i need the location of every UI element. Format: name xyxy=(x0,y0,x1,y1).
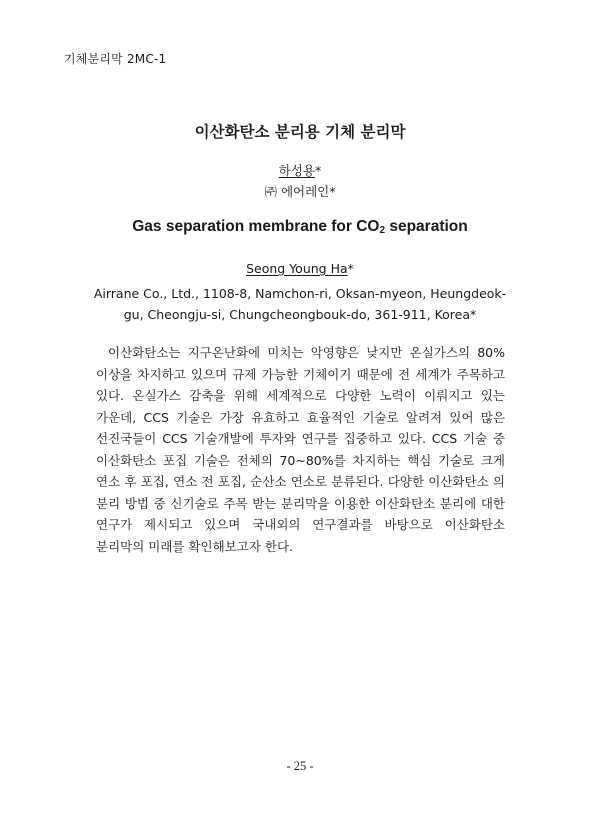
title-english-subscript: 2 xyxy=(379,225,386,236)
affiliation-korean: ㈜ 에어레인* xyxy=(264,184,336,199)
author-korean-line xyxy=(0,161,600,179)
title-english-main: Gas separation membrane for CO xyxy=(132,218,380,235)
title-english xyxy=(0,218,600,236)
title-korean: 이산화탄소 분리용 기체 분리막 xyxy=(194,123,406,141)
author-korean-name: 하성용 xyxy=(278,163,315,178)
running-head: 기체분리막 2MC-1 xyxy=(64,52,167,66)
abstract-paragraph: 이산화탄소는 지구온난화에 미치는 악영향은 낮지만 온실가스의 80% 이상을 차지하고 있으며 규제 가능한 기체이기 때문에 전 세계가 주목하고 있다. 온실가스 감축을 위해 세계적으로 다양한 노력이 이뤄지고 있는 가운데, CCS 기술은 가장 유효하고 효율적인 기술로 알려져 있어 많은 선진국들이 CCS 기술개발에 투자와 연구를 집중하고 있다. CCS 기술 중 이산화탄소 포집 기술은 전체의 70~80%를 차지하는 핵심 기술로 크게 연소 후 포집, 연소 전 포집, 순산소 연소로 분류된다. 다양한 이산화탄소 의 분리 방법 중 신기술로 주목 받는 분리막을 이용한 이산화탄소 분리에 대한 연구가 제시되고 있으며 국내외의 연구결과를 바탕으로 이산화탄소 분리막의 미래를 확인해보고자 한다. xyxy=(96,345,505,554)
title-english-tail: separation xyxy=(385,218,468,235)
affiliation-english: Airrane Co., Ltd., 1108-8, Namchon-ri, Oksan-myeon, Heungdeok-gu, Cheongju-si, Chungcheongbouk-do, 361-911, Korea* xyxy=(93,286,507,322)
author-english-line xyxy=(0,261,600,276)
author-english-name: Seong Young Ha xyxy=(246,261,348,276)
author-english-mark: * xyxy=(347,261,354,276)
page-number: - 25 - xyxy=(286,759,314,773)
author-korean-mark: * xyxy=(314,163,322,178)
